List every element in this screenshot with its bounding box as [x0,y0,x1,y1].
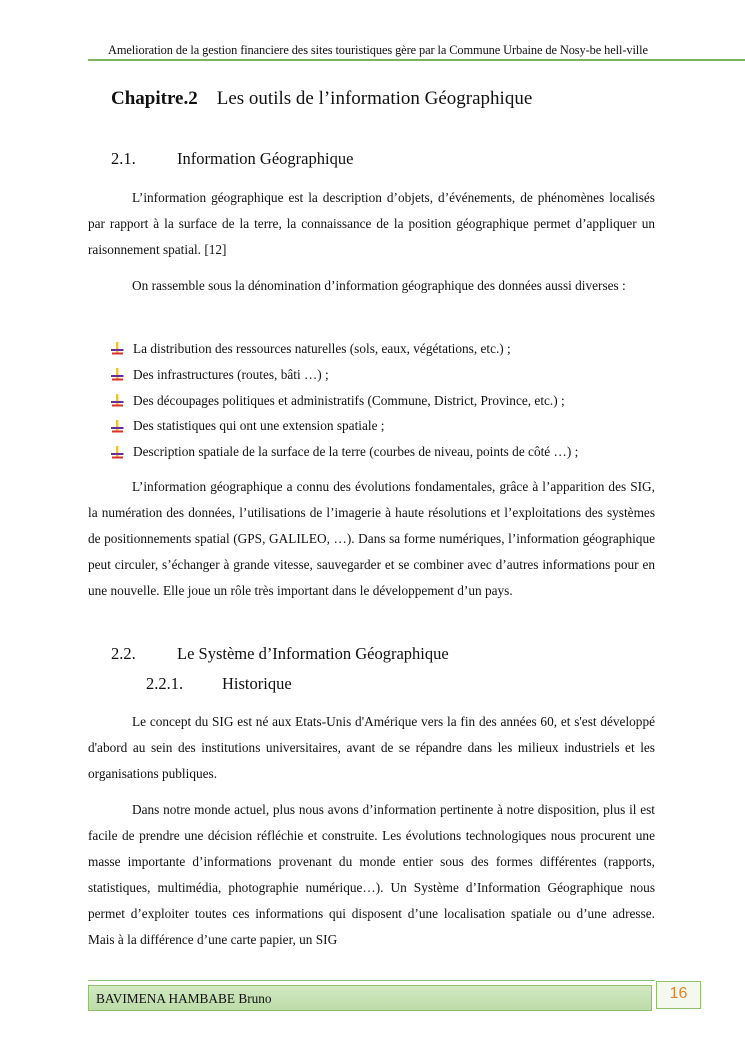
list-item-text: Des infrastructures (routes, bâti …) ; [133,366,329,382]
section-heading-2-1 [111,149,353,169]
paragraph: On rassemble sous la dénomination d’information géographique des données aussi diverses : [132,278,626,293]
bullet-list [111,336,578,465]
bullet-icon [111,342,124,355]
subsection-heading-2-2-1 [146,674,292,694]
section-number: 2.2. [111,644,136,663]
chapter-number: Chapitre.2 [111,88,198,109]
running-header: Amelioration de la gestion financiere des sites touristiques gère par la Commune Urbaine de Nosy-be hell-ville [108,43,648,57]
list-item-text: La distribution des ressources naturelles (sols, eaux, végétations, etc.) ; [133,341,511,356]
bullet-icon [111,420,124,433]
subsection-number: 2.2.1. [146,674,184,693]
paragraph: L’information géographique est la description d’objets, d’événements, de phénomènes localisés par rapport à la surface de la terre, la connaissance de la position géographique permet d’appliquer un raisonnement spatial. [12] [88,190,655,257]
chapter-heading: Les outils de l’information Géographique [216,88,533,109]
subsection-title: Historique [222,674,292,693]
list-item-text: Description spatiale de la surface de la terre (courbes de niveau, points de côté …) ; [133,444,579,460]
paragraph: Dans notre monde actuel, plus nous avons d’information pertinente à notre disposition, plus il est facile de prendre une décision réfléchie et construite. Les évolutions technologiques nous procurent une masse importante d’informations provenant du monde entier sous des formes différentes (rapports, statistiques, multimédia, photographie numérique…). Un Système d’Information Géographique nous permet d’exploiter toutes ces informations qui disposent d’une localisation spatiale ou d’une adresse. Mais à la différence d’une carte papier, un SIG [88,802,655,947]
paragraph: Le concept du SIG est né aux Etats-Unis d'Amérique vers la fin des années 60, et s'est développé d'abord au sein des institutions universitaires, avant de se répandre dans les milieux industriels et les organisations publiques. [88,714,655,781]
section-title: Le Système d’Information Géographique [177,644,449,663]
footer-author: BAVIMENA HAMBABE Bruno [96,991,272,1006]
section-heading-2-2 [111,644,449,664]
header-rule [88,59,745,61]
list-item-text: Des statistiques qui ont une extension spatiale ; [133,418,385,434]
list-item [111,388,578,414]
bullet-icon [111,394,124,407]
chapter-title [111,88,532,110]
list-item-text: Des découpages politiques et administratifs (Commune, District, Province, etc.) ; [133,392,565,408]
page-number: 16 [669,985,688,1002]
list-item [111,439,578,465]
footer-rule [88,980,655,981]
bullet-icon [111,446,124,459]
list-item [111,413,578,439]
paragraph: L’information géographique a connu des évolutions fondamentales, grâce à l’apparition des SIG, la numération des données, l’utilisations de l’imagerie à haute résolutions et l’exploitations des systèmes de positionnements spatial (GPS, GALILEO, …). Dans sa forme numériques, l’information géographique peut circuler, s’échanger à grande vitesse, sauvegarder et se combiner avec d’autres informations pour en une nouvelle. Elle joue un rôle très important dans le développement d’un pays. [88,479,655,598]
list-item [111,362,578,388]
bullet-icon [111,368,124,381]
list-item [111,336,578,362]
section-title: Information Géographique [177,149,354,168]
section-number: 2.1. [111,149,136,168]
